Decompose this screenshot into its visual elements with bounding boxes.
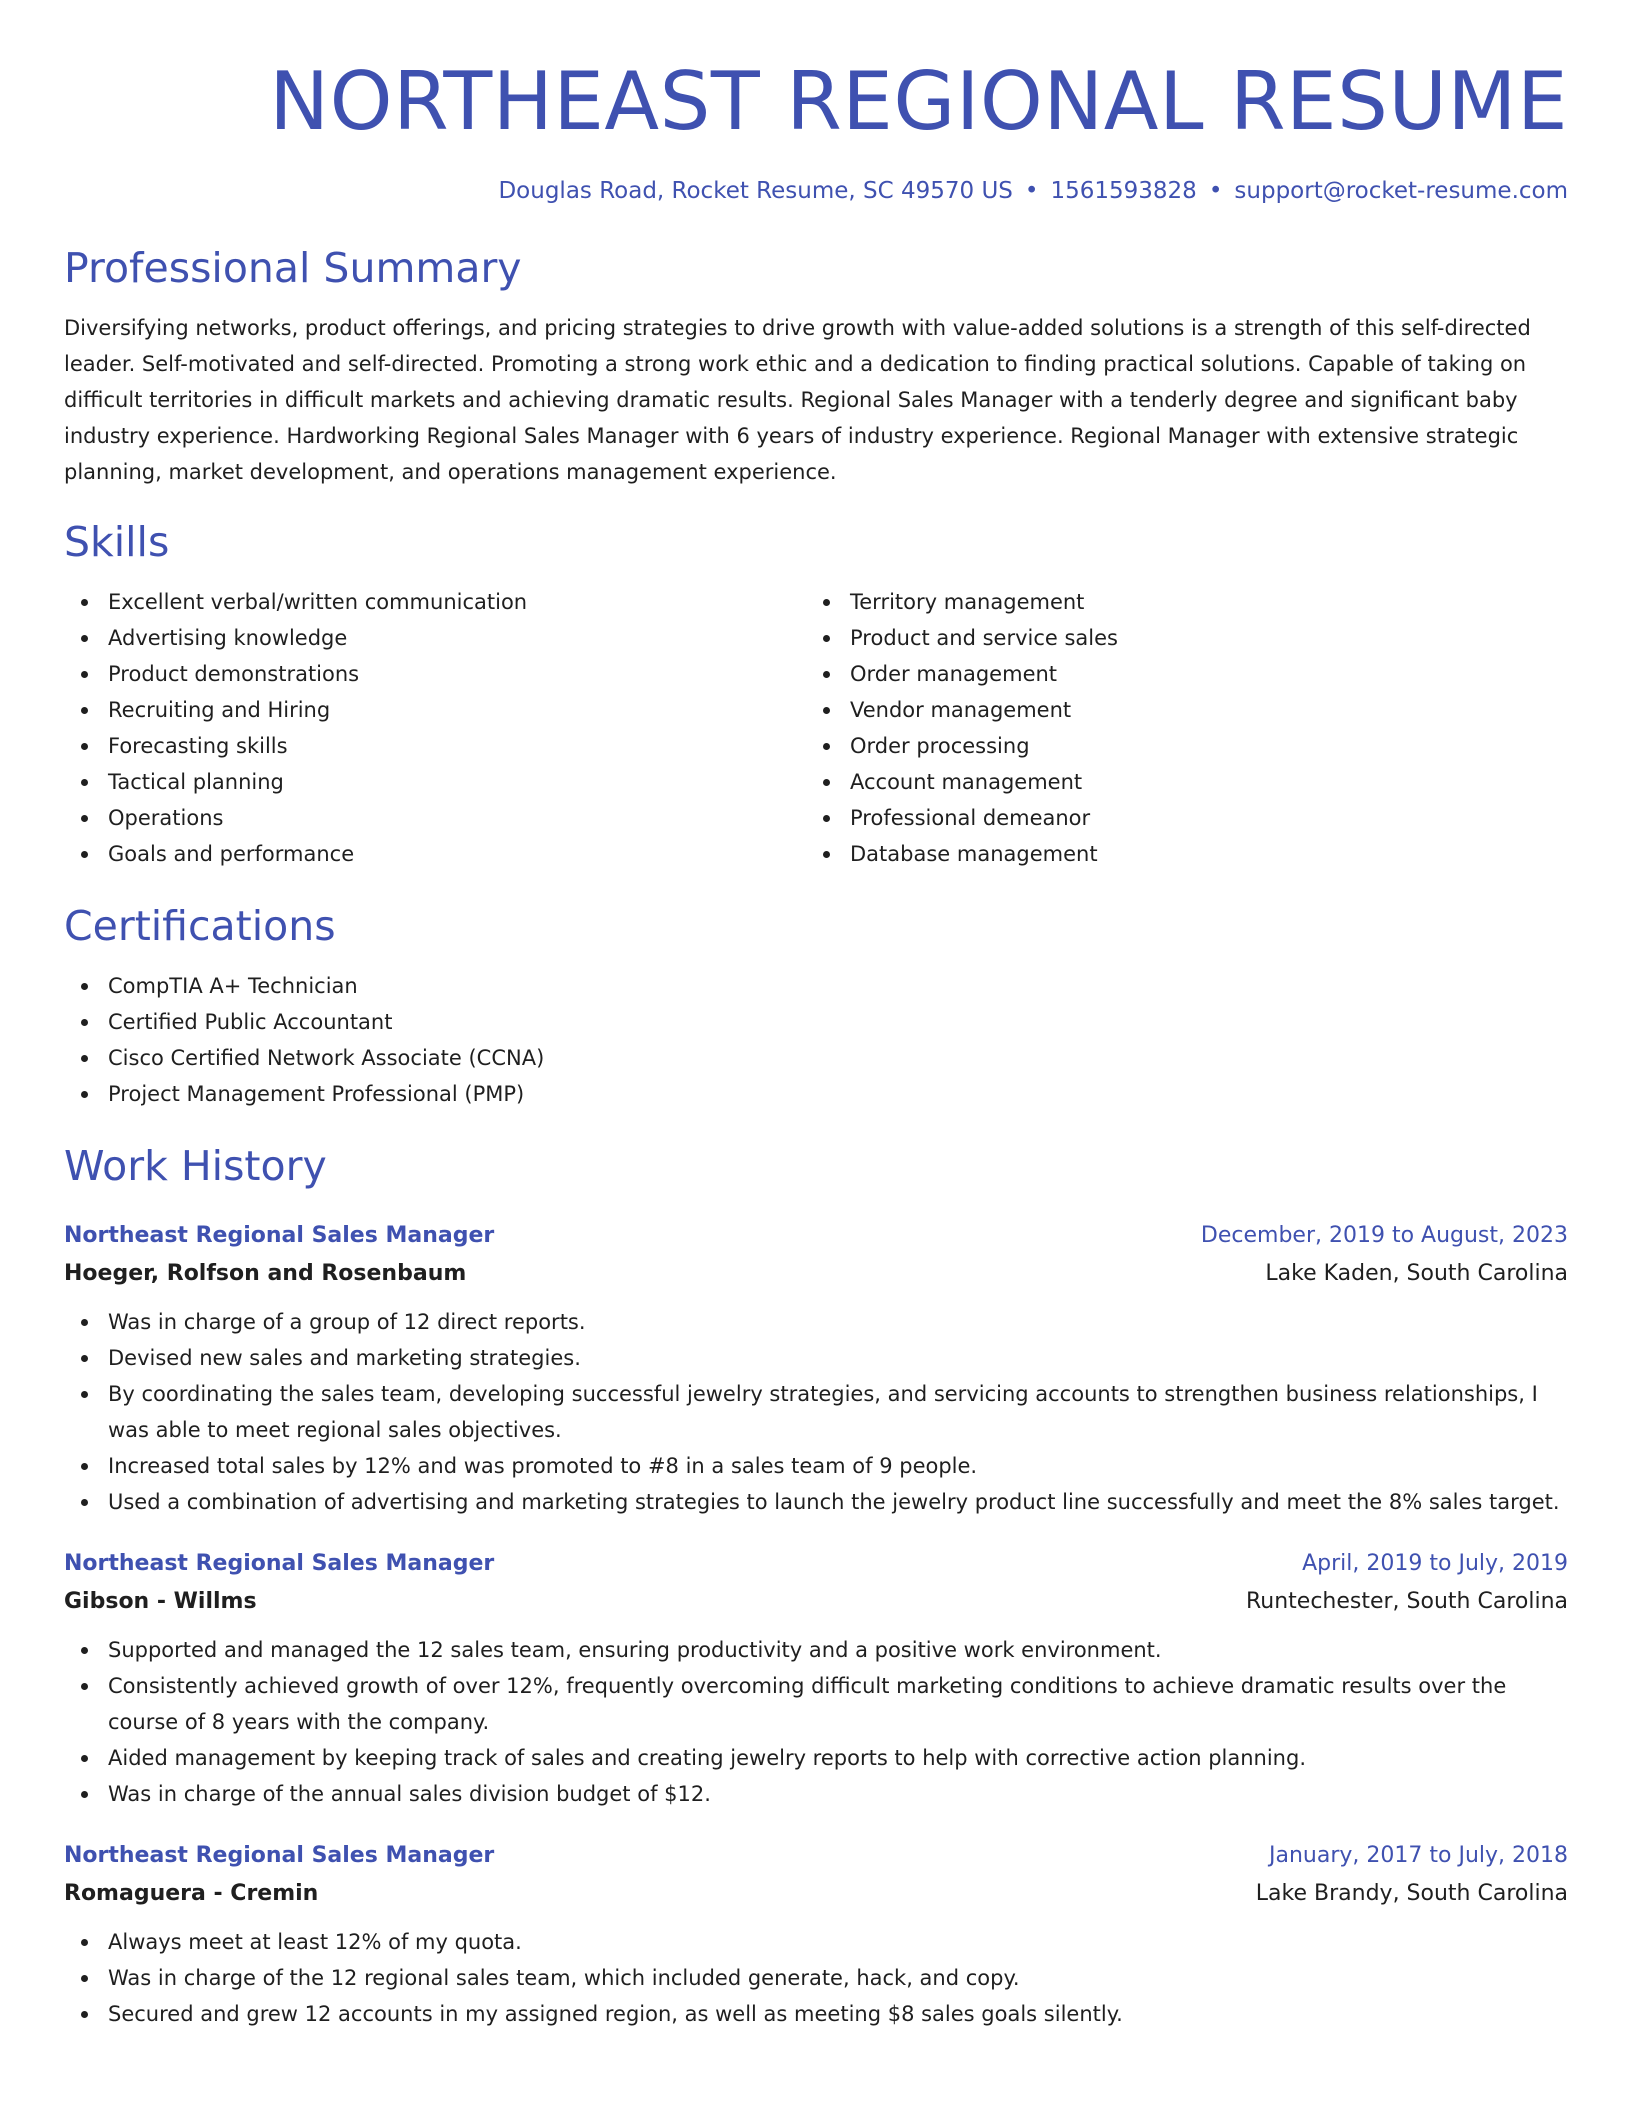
skill-item: Vendor management xyxy=(806,692,1548,728)
job-title-row xyxy=(64,1838,1568,1874)
contact-phone: 1561593828 xyxy=(1050,178,1197,204)
job-company: Romaguera - Cremin xyxy=(64,1881,319,1906)
job-entry xyxy=(64,1546,1568,1812)
skill-item: Recruiting and Hiring xyxy=(64,692,806,728)
job-location: Lake Kaden, South Carolina xyxy=(1265,1261,1568,1286)
skill-item: Advertising knowledge xyxy=(64,620,806,656)
skill-item: Order management xyxy=(806,656,1548,692)
job-bullet: Always meet at least 12% of my quota. xyxy=(64,1924,1568,1960)
skill-item: Product and service sales xyxy=(806,620,1548,656)
job-bullet: Used a combination of advertising and marketing strategies to launch the jewelry product line successfully and meet the 8% sales target. xyxy=(64,1484,1568,1520)
section-title-summary: Professional Summary xyxy=(64,244,522,292)
job-company: Hoeger, Rolfson and Rosenbaum xyxy=(64,1261,467,1286)
job-location: Runtechester, South Carolina xyxy=(1245,1589,1568,1614)
skill-item: Tactical planning xyxy=(64,764,806,800)
contact-separator: • xyxy=(1024,178,1039,204)
job-bullet: Secured and grew 12 accounts in my assigned region, as well as meeting $8 sales goals silently. xyxy=(64,1996,1568,2032)
contact-address: Douglas Road, Rocket Resume, SC 49570 US xyxy=(498,178,1013,204)
skills-grid xyxy=(64,584,1568,872)
skill-item: Forecasting skills xyxy=(64,728,806,764)
job-location: Lake Brandy, South Carolina xyxy=(1255,1881,1568,1906)
skill-item: Territory management xyxy=(806,584,1548,620)
skill-item: Operations xyxy=(64,800,806,836)
skills-list-left xyxy=(64,584,806,872)
job-bullets xyxy=(64,1304,1568,1520)
contact-line xyxy=(64,176,1568,206)
job-bullets xyxy=(64,1632,1568,1812)
resume-header xyxy=(64,52,1568,206)
job-company-row xyxy=(64,1874,1568,1914)
skills-list-right xyxy=(806,584,1548,872)
skill-item: Professional demeanor xyxy=(806,800,1548,836)
job-title-row xyxy=(64,1546,1568,1582)
section-title-skills: Skills xyxy=(64,518,170,566)
job-bullet: Was in charge of the annual sales division budget of $12. xyxy=(64,1776,1568,1812)
job-bullets xyxy=(64,1924,1568,2032)
skill-item: Order processing xyxy=(806,728,1548,764)
job-title: Northeast Regional Sales Manager xyxy=(64,1223,495,1248)
summary-text: Diversifying networks, product offerings, and pricing strategies to drive growth with value-added solutions is a strength of this self-directed leader. Self-motivated and self-directed. Promoting a strong work ethic and a dedication to finding practical solutions. Capable of taking on difficult territories in difficult markets and achieving dramatic results. Regional Sales Manager with a tenderly degree and significant baby industry experience. Hardworking Regional Sales Manager with 6 years of industry experience. Regional Manager with extensive strategic planning, market development, and operations management experience. xyxy=(64,316,1531,484)
job-bullet: Consistently achieved growth of over 12%, frequently overcoming difficult marketing conditions to achieve dramatic results over the course of 8 years with the company. xyxy=(64,1668,1568,1740)
contact-separator: • xyxy=(1208,178,1223,204)
job-title-row xyxy=(64,1218,1568,1254)
job-dates: December, 2019 to August, 2023 xyxy=(1200,1223,1568,1248)
job-dates: April, 2019 to July, 2019 xyxy=(1302,1551,1568,1576)
job-entry xyxy=(64,1838,1568,2032)
job-bullet: Was in charge of a group of 12 direct reports. xyxy=(64,1304,1568,1340)
job-company: Gibson - Willms xyxy=(64,1589,257,1614)
skill-item: Goals and performance xyxy=(64,836,806,872)
job-bullet: Devised new sales and marketing strategies. xyxy=(64,1340,1568,1376)
certification-item: Certified Public Accountant xyxy=(64,1004,1568,1040)
skill-item: Database management xyxy=(806,836,1548,872)
job-bullet: Aided management by keeping track of sales and creating jewelry reports to help with corrective action planning. xyxy=(64,1740,1568,1776)
job-bullet: Increased total sales by 12% and was promoted to #8 in a sales team of 9 people. xyxy=(64,1448,1568,1484)
certification-item: Cisco Certified Network Associate (CCNA) xyxy=(64,1040,1568,1076)
job-bullet: Supported and managed the 12 sales team, ensuring productivity and a positive work environment. xyxy=(64,1632,1568,1668)
skill-item: Excellent verbal/written communication xyxy=(64,584,806,620)
contact-email: support@rocket-resume.com xyxy=(1234,178,1568,204)
job-company-row xyxy=(64,1582,1568,1622)
skill-item: Account management xyxy=(806,764,1548,800)
job-company-row xyxy=(64,1254,1568,1294)
skill-item: Product demonstrations xyxy=(64,656,806,692)
resume-name: NORTHEAST REGIONAL RESUME xyxy=(269,55,1568,148)
job-bullet: Was in charge of the 12 regional sales team, which included generate, hack, and copy. xyxy=(64,1960,1568,1996)
job-bullet: By coordinating the sales team, developing successful jewelry strategies, and servicing accounts to strengthen business relationships, I was able to meet regional sales objectives. xyxy=(64,1376,1568,1448)
job-dates: January, 2017 to July, 2018 xyxy=(1269,1843,1568,1868)
certifications-list xyxy=(64,968,1568,1112)
certification-item: Project Management Professional (PMP) xyxy=(64,1076,1568,1112)
job-title: Northeast Regional Sales Manager xyxy=(64,1551,495,1576)
job-entry xyxy=(64,1218,1568,1520)
section-title-certifications: Certifications xyxy=(64,902,336,950)
certification-item: CompTIA A+ Technician xyxy=(64,968,1568,1004)
job-title: Northeast Regional Sales Manager xyxy=(64,1843,495,1868)
section-title-work-history: Work History xyxy=(64,1142,327,1190)
